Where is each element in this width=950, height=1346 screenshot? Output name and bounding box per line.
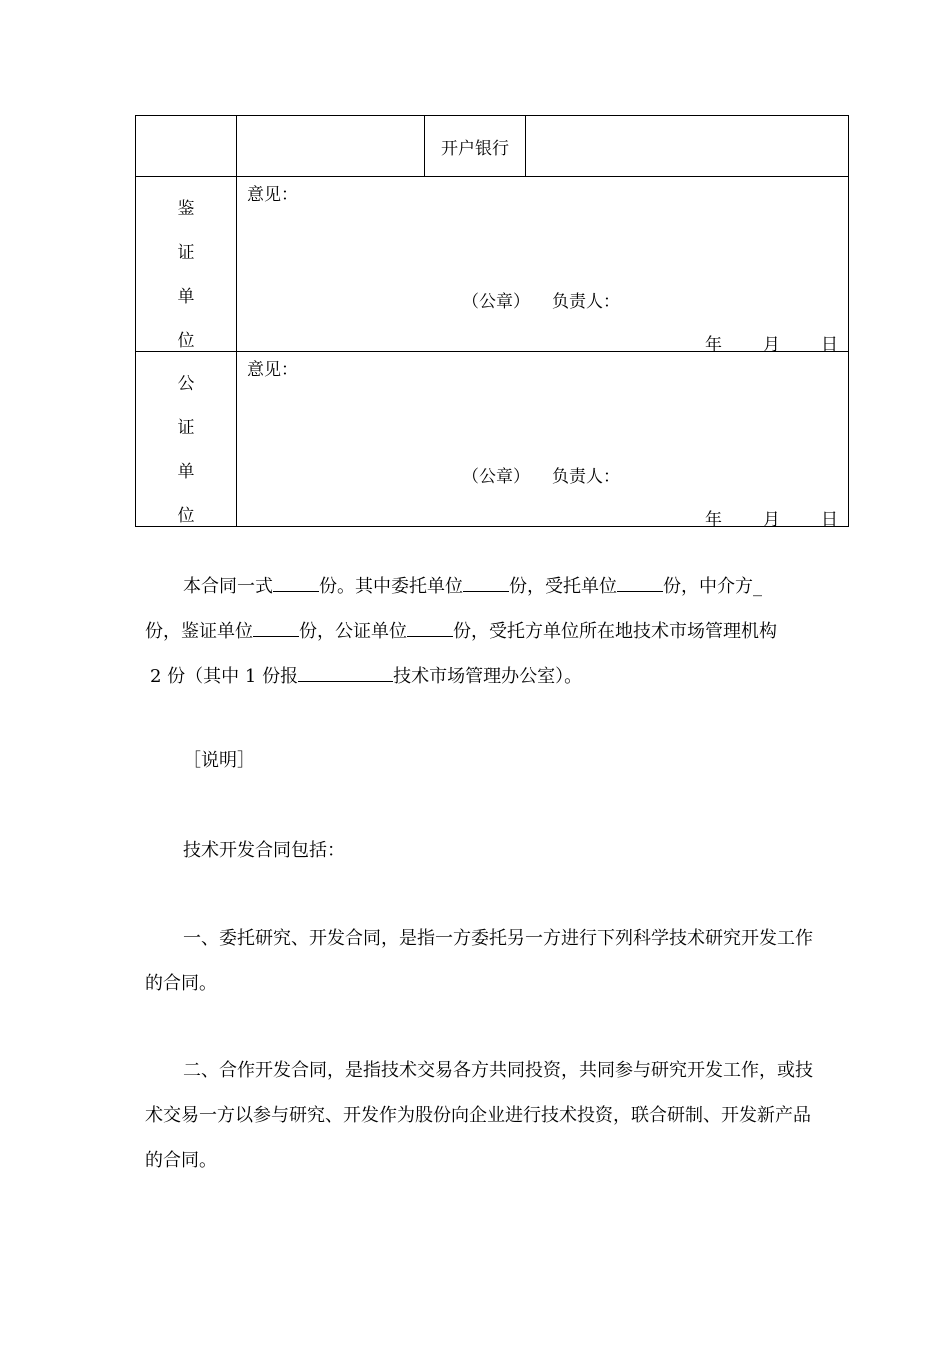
verify-unit-label xyxy=(136,187,236,363)
label-char: 位 xyxy=(177,506,195,526)
explain-heading: ［说明］ xyxy=(183,750,255,771)
text: 本合同一式 xyxy=(183,576,273,597)
seal-label: （公章） xyxy=(462,467,530,487)
label-char: 单 xyxy=(177,287,195,307)
copies-line-3 xyxy=(145,654,825,699)
office-name-blank[interactable] xyxy=(298,665,393,682)
copies-line-2 xyxy=(145,609,825,654)
notary-unit-cell xyxy=(136,352,237,527)
label-char: 证 xyxy=(177,243,195,263)
text: 份，受托方单位所在地技术市场管理机构 xyxy=(453,621,777,642)
text: 份，公证单位 xyxy=(299,621,407,642)
text: 技术市场管理办公室）。 xyxy=(393,666,583,687)
item-1-text: 一、委托研究、开发合同，是指一方委托另一方进行下列科学技术研究开发工作的合同。 xyxy=(145,928,813,994)
notary-opinion-cell[interactable] xyxy=(237,352,849,530)
contract-signature-table xyxy=(135,115,849,530)
verify-copies-blank[interactable] xyxy=(253,620,299,637)
date-line xyxy=(664,505,838,530)
day-label: 日 xyxy=(821,335,838,355)
empty-cell xyxy=(237,116,425,177)
text: 2 份（其中 1 份报 xyxy=(150,666,299,687)
label-char: 证 xyxy=(177,418,195,438)
month-label: 月 xyxy=(763,510,780,530)
month-label: 月 xyxy=(763,335,780,355)
text: 份。其中委托单位 xyxy=(319,576,463,597)
leader-label: 负责人： xyxy=(552,292,620,312)
label-char: 单 xyxy=(177,462,195,482)
opinion-label: 意见： xyxy=(247,185,298,205)
item-1 xyxy=(145,916,825,1006)
text: 份，鉴证单位 xyxy=(145,621,253,642)
bank-label: 开户银行 xyxy=(441,138,509,159)
verify-row xyxy=(136,177,849,352)
bank-row xyxy=(136,116,849,177)
empty-cell xyxy=(136,116,237,177)
copies-paragraph xyxy=(145,564,825,699)
notary-copies-blank[interactable] xyxy=(407,620,453,637)
intro-text: 技术开发合同包括： xyxy=(183,840,345,861)
text: 份，中介方_ xyxy=(663,576,762,597)
copies-line-1 xyxy=(145,564,825,609)
trustee-copies-blank[interactable] xyxy=(617,575,663,592)
item-2-text: 二、合作开发合同，是指技术交易各方共同投资，共同参与研究开发工作，或技术交易一方以参与研究、开发作为股份向企业进行技术投资，联合研制、开发新产品的合同。 xyxy=(145,1060,813,1171)
label-char: 公 xyxy=(177,374,195,394)
label-char: 位 xyxy=(177,331,195,351)
day-label: 日 xyxy=(821,510,838,530)
item-2 xyxy=(145,1048,825,1183)
verify-opinion-cell[interactable] xyxy=(237,177,849,355)
seal-label: （公章） xyxy=(462,292,530,312)
verify-unit-cell xyxy=(136,177,237,352)
notary-unit-label xyxy=(136,362,236,538)
bank-value-cell[interactable] xyxy=(526,116,849,177)
text: 份，受托单位 xyxy=(509,576,617,597)
bank-label-cell xyxy=(425,116,526,177)
client-copies-blank[interactable] xyxy=(463,575,509,592)
notary-row xyxy=(136,352,849,527)
year-label: 年 xyxy=(705,510,722,530)
opinion-label: 意见： xyxy=(247,360,298,380)
copies-total-blank[interactable] xyxy=(273,575,319,592)
label-char: 鉴 xyxy=(177,199,195,219)
year-label: 年 xyxy=(705,335,722,355)
leader-label: 负责人： xyxy=(552,467,620,487)
